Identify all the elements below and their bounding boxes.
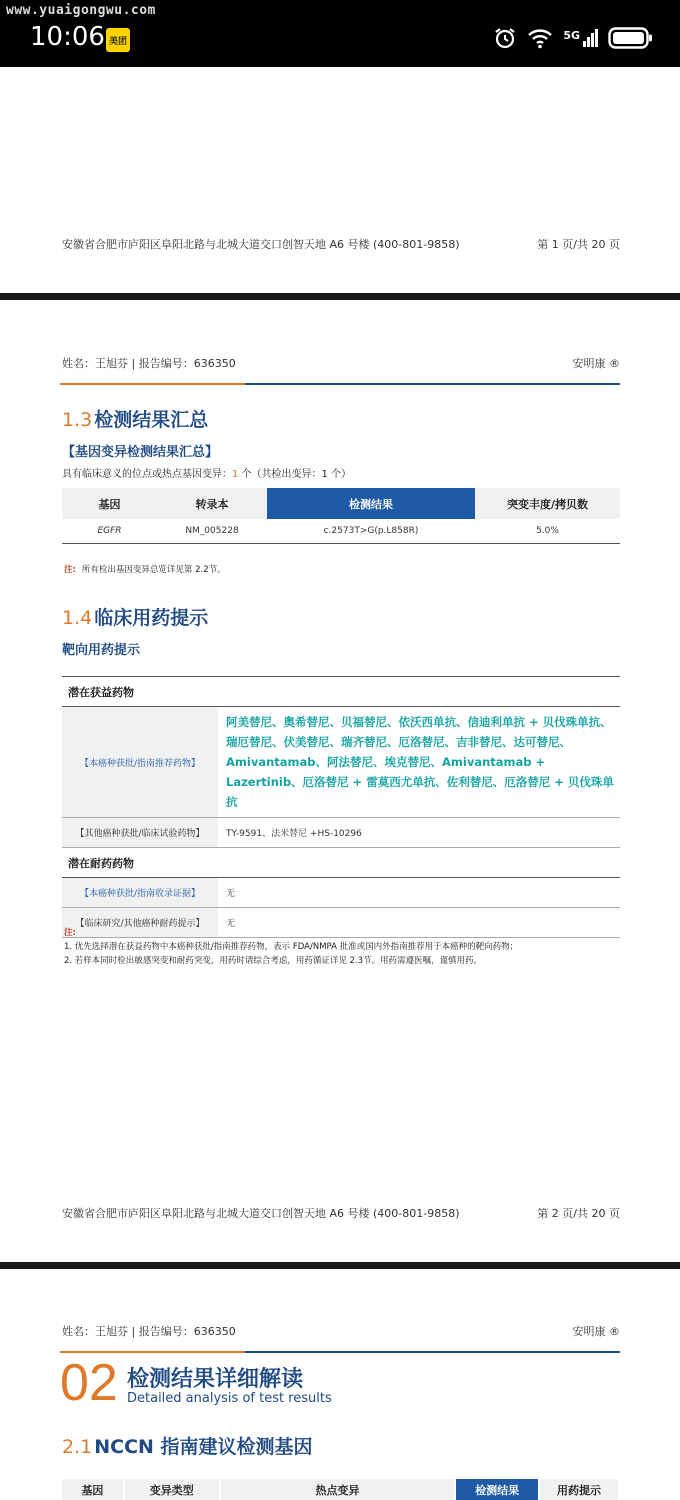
- page-separator: [0, 1262, 680, 1269]
- page2-footer: [62, 1205, 620, 1221]
- status-bar: [0, 0, 680, 67]
- page3-header: [62, 1323, 620, 1339]
- note-label: 注:: [64, 565, 76, 575]
- row-label: 【临床研究/其他癌种耐药提示】: [62, 908, 218, 938]
- section-number: 2.1: [62, 1436, 93, 1458]
- cell-gene: EGFR: [62, 519, 157, 543]
- footer-address: 安徽省合肥市庐阳区阜阳北路与北城大道交口创智天地 A6 号楼 (400-801-9858): [62, 238, 460, 251]
- nccn-table: [62, 1479, 620, 1500]
- table-row: [62, 818, 620, 848]
- section-title-text: 临床用药提示: [94, 607, 209, 629]
- footer-page-number: 第 2 页/共 20 页: [537, 1207, 620, 1220]
- summary-prefix: 具有临床意义的位点或热点基因变异：: [62, 469, 232, 480]
- page1-footer: [62, 236, 620, 252]
- table-row: [62, 519, 620, 543]
- table-row: [62, 878, 620, 908]
- brand-name: 安明康 ®: [572, 1325, 620, 1338]
- note-2: [64, 926, 518, 968]
- wifi-icon: [527, 27, 553, 49]
- status-clock: 10:06: [30, 22, 105, 52]
- header-rule: [60, 383, 620, 385]
- table-row: [62, 707, 620, 818]
- col-header-result: 检测结果: [455, 1479, 539, 1500]
- section-number: 1.3: [62, 409, 93, 431]
- chapter-subtitle-en: Detailed analysis of test results: [127, 1391, 332, 1406]
- section-1-4-title: [62, 603, 208, 630]
- chapter-number: 02: [60, 1354, 118, 1412]
- col-header-abundance: 突变丰度/拷贝数: [475, 488, 620, 519]
- benefit-group-title: 潜在获益药物: [62, 677, 620, 707]
- signal-icon: [563, 29, 598, 47]
- section-1-3-title: [62, 405, 208, 432]
- footer-address: 安徽省合肥市庐阳区阜阳北路与北城大道交口创智天地 A6 号楼 (400-801-9858): [62, 1207, 460, 1220]
- brand-name: 安明康 ®: [572, 357, 620, 370]
- chapter-title: 检测结果详细解读: [127, 1367, 304, 1392]
- col-header-variant-type: 变异类型: [124, 1479, 220, 1500]
- table-group-row: [62, 677, 620, 707]
- page2-header: [62, 355, 620, 371]
- network-type: 5G: [563, 29, 580, 42]
- table-group-row: [62, 848, 620, 878]
- section-title-text: 检测结果汇总: [94, 409, 209, 431]
- row-label: 【本癌种获批/指南收录证据】: [62, 878, 218, 908]
- section-1-3-subtitle: 【基因变异检测结果汇总】: [62, 445, 219, 460]
- note-1: [64, 563, 226, 577]
- alarm-icon: [493, 26, 517, 50]
- cell-transcript: NM_005228: [157, 519, 267, 543]
- variant-table: [62, 488, 620, 544]
- resist-group-title: 潜在耐药药物: [62, 848, 620, 878]
- row-value: 无: [218, 878, 620, 908]
- footer-page-number: 第 1 页/共 20 页: [537, 238, 620, 251]
- col-header-hotspot: 热点变异: [220, 1479, 456, 1500]
- cell-result: c.2573T>G(p.L858R): [267, 519, 475, 543]
- summary-suffix: 个（共检出变异：1 个）: [238, 469, 352, 480]
- status-icons: [493, 26, 654, 50]
- watermark-text: www.yuaigongwu.com: [6, 3, 156, 18]
- section-1-4-subtitle: 靶向用药提示: [62, 643, 141, 658]
- col-header-gene: 基因: [62, 488, 157, 519]
- col-header-drug-hint: 用药提示: [539, 1479, 619, 1500]
- row-value: 无: [218, 908, 620, 938]
- meituan-app-icon: 美团: [106, 28, 130, 52]
- drug-table: [62, 676, 620, 938]
- patient-info: 姓名：王旭芬 | 报告编号：636350: [62, 1325, 236, 1338]
- col-header-result: 检测结果: [267, 488, 475, 519]
- note-label: 注:: [64, 928, 76, 938]
- summary-count: 1: [232, 469, 239, 480]
- section-number: 1.4: [62, 607, 93, 629]
- header-rule: [60, 1351, 620, 1353]
- recommended-drugs: 阿美替尼、奥希替尼、贝福替尼、依沃西单抗、信迪利单抗 + 贝伐珠单抗、瑞厄替尼、伏美替尼、瑞齐替尼、厄洛替尼、吉非替尼、达可替尼、Amivantamab、阿法替尼、埃克替尼、Amivantamab + Lazertinib、厄洛替尼 + 雷莫西尤单抗、佐利替尼、厄洛替尼 + 贝伐珠单抗: [218, 707, 620, 818]
- cell-abundance: 5.0%: [475, 519, 620, 543]
- patient-info: 姓名：王旭芬 | 报告编号：636350: [62, 357, 236, 370]
- col-header-transcript: 转录本: [157, 488, 267, 519]
- note-text: 所有检出基因变异总览详见第 2.2节。: [81, 565, 226, 575]
- battery-icon: [608, 26, 654, 50]
- page-separator: [0, 293, 680, 300]
- row-label: 【本癌种获批/指南推荐药物】: [62, 707, 218, 818]
- row-label: 【其他癌种获批/临床试验药物】: [62, 818, 218, 848]
- note-line: 2. 若样本同时检出敏感突变和耐药突变，用药时请综合考虑，用药循证详见 2.3节。用药需遵医嘱，谨慎用药。: [64, 956, 483, 966]
- row-value: TY-9591、法米替尼 +HS-10296: [218, 818, 620, 848]
- variant-summary: [62, 465, 351, 480]
- section-title-text: NCCN 指南建议检测基因: [94, 1436, 313, 1458]
- section-2-1-title: [62, 1432, 313, 1459]
- note-line: 1. 优先选择潜在获益药物中本癌种获批/指南推荐药物，表示 FDA/NMPA 批准或国内外指南推荐用于本癌种的靶向药物；: [64, 942, 519, 952]
- col-header-gene: 基因: [62, 1479, 124, 1500]
